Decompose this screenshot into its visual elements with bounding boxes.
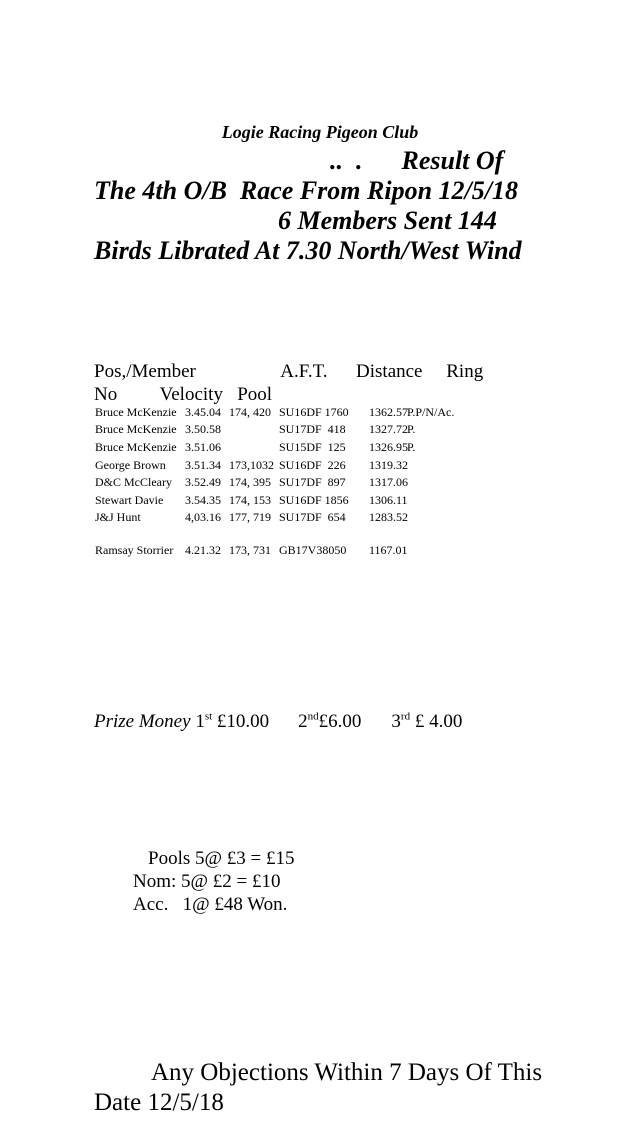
row-member: Bruce McKenzie [95, 422, 177, 436]
row-velocity: 177, 719 [229, 510, 271, 524]
row-time: 3.51.34 [185, 458, 221, 472]
row-member: George Brown [95, 458, 166, 472]
row-ring: SU16DF 1856 [279, 493, 349, 507]
row-ring: SU15DF 125 [279, 440, 346, 454]
objections-line1: Any Objections Within 7 Days Of This [151, 1059, 543, 1086]
row-member: Stewart Davie [95, 493, 164, 507]
prize-third-sup: rd [400, 710, 411, 723]
prize-third-num: 3 [391, 711, 401, 732]
row-distance: 1283.52 [369, 510, 408, 524]
result-heading-line3: 6 Members Sent 144 [278, 206, 497, 235]
club-name: Logie Racing Pigeon Club [221, 122, 419, 142]
table-row [95, 493, 515, 509]
prize-third-amount: £ 4.00 [410, 711, 463, 732]
row-time: 3.54.35 [185, 493, 221, 507]
row-ring: SU17DF 654 [279, 510, 346, 524]
prize-first-sup: st [204, 710, 213, 723]
row-member: J&J Hunt [95, 510, 141, 524]
row-velocity: 174, 395 [229, 475, 271, 489]
table-row [95, 543, 515, 559]
nom-line: Nom: 5@ £2 = £10 [133, 871, 281, 892]
table-header-line2: No Velocity Pool [94, 384, 273, 405]
row-member: D&C McCleary [95, 475, 172, 489]
row-velocity: 174, 420 [229, 405, 271, 419]
row-distance: 1327.72 [369, 422, 408, 436]
table-row [95, 422, 515, 438]
acc-line: Acc. 1@ £48 Won. [133, 894, 288, 915]
row-distance: 1167.01 [369, 543, 408, 557]
table-row [95, 510, 515, 526]
row-distance: 1362.57 [369, 405, 408, 419]
prize-first-num: 1 [195, 711, 205, 732]
row-distance: 1317.06 [369, 475, 408, 489]
row-ring: SU17DF 897 [279, 475, 346, 489]
table-row [95, 458, 515, 474]
result-heading-line4: Birds Librated At 7.30 North/West Wind [94, 236, 522, 265]
row-ring: SU16DF 226 [279, 458, 346, 472]
result-heading-line2: The 4th O/B Race From Ripon 12/5/18 [94, 176, 518, 205]
row-ring: SU17DF 418 [279, 422, 346, 436]
prize-money-label: Prize Money [94, 711, 191, 732]
row-velocity: 173,1032 [229, 458, 274, 472]
results-table [95, 405, 515, 565]
prize-first-amount: £10.00 [212, 711, 270, 732]
row-time: 3.51.06 [185, 440, 221, 454]
table-header-line1: Pos,/Member A.F.T. Distance Ring [94, 361, 484, 382]
row-member: Bruce McKenzie [95, 440, 177, 454]
row-member: Bruce McKenzie [95, 405, 177, 419]
row-time: 3.52.49 [185, 475, 221, 489]
prize-second-amount: £6.00 [318, 711, 362, 732]
row-member: Ramsay Storrier [95, 543, 174, 557]
row-time: 3.50.58 [185, 422, 221, 436]
row-ring: GB17V38050 [279, 543, 347, 557]
row-velocity: 174, 153 [229, 493, 271, 507]
row-distance: 1306.11 [369, 493, 408, 507]
table-row [95, 405, 515, 421]
row-time: 4,03.16 [185, 510, 221, 524]
row-ring: SU16DF 1760 [279, 405, 349, 419]
row-time: 4.21.32 [185, 543, 221, 557]
prize-money [94, 711, 462, 733]
row-time: 3.45.04 [185, 405, 221, 419]
row-pool: P. [407, 422, 416, 436]
prize-second-sup: nd [307, 710, 319, 723]
row-distance: 1319.32 [369, 458, 408, 472]
pools-line: Pools 5@ £3 = £15 [148, 848, 295, 869]
row-pool: P.P/N/Ac. [407, 405, 455, 419]
row-distance: 1326.95 [369, 440, 408, 454]
objections-line2: Date 12/5/18 [94, 1089, 224, 1116]
row-velocity: 173, 731 [229, 543, 271, 557]
prize-second-num: 2 [298, 711, 308, 732]
row-pool: P. [407, 440, 416, 454]
result-heading-line1: .. . Result Of [330, 146, 504, 175]
table-row [95, 475, 515, 491]
table-row [95, 440, 515, 456]
